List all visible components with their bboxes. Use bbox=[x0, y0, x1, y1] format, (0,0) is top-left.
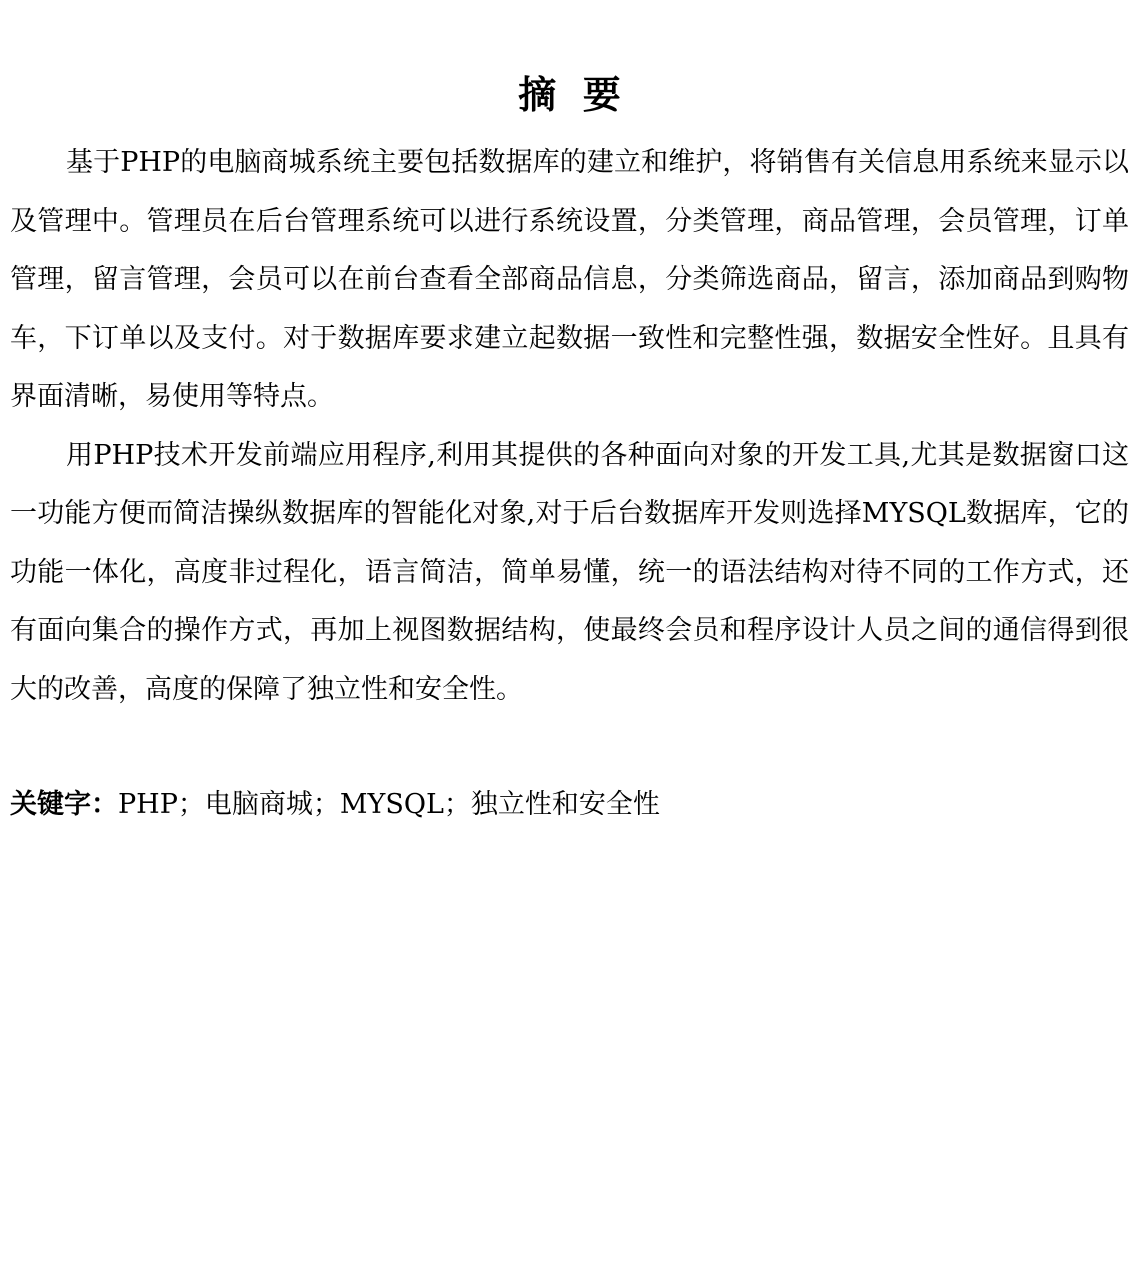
abstract-body bbox=[10, 134, 1129, 719]
keywords-text: PHP；电脑商城；MYSQL；独立性和安全性 bbox=[118, 789, 660, 820]
keywords-line bbox=[10, 776, 1129, 834]
abstract-paragraph-1: 基于PHP的电脑商城系统主要包括数据库的建立和维护，将销售有关信息用系统来显示以及管理中。管理员在后台管理系统可以进行系统设置，分类管理，商品管理，会员管理，订单管理，留言管理，会员可以在前台查看全部商品信息，分类筛选商品，留言，添加商品到购物车，下订单以及支付。对于数据库要求建立起数据一致性和完整性强，数据安全性好。且具有界面清晰，易使用等特点。 bbox=[10, 147, 1129, 412]
abstract-title: 摘 要 bbox=[518, 72, 621, 117]
abstract-paragraph-2: 用PHP技术开发前端应用程序,利用其提供的各种面向对象的开发工具,尤其是数据窗口这一功能方便而简洁操纵数据库的智能化对象,对于后台数据库开发则选择MYSQL数据库，它的功能一体化，高度非过程化，语言简洁，简单易懂，统一的语法结构对待不同的工作方式，还有面向集合的操作方式，再加上视图数据结构，使最终会员和程序设计人员之间的通信得到很大的改善，高度的保障了独立性和安全性。 bbox=[10, 439, 1129, 705]
keywords-label: 关键字： bbox=[10, 789, 118, 820]
